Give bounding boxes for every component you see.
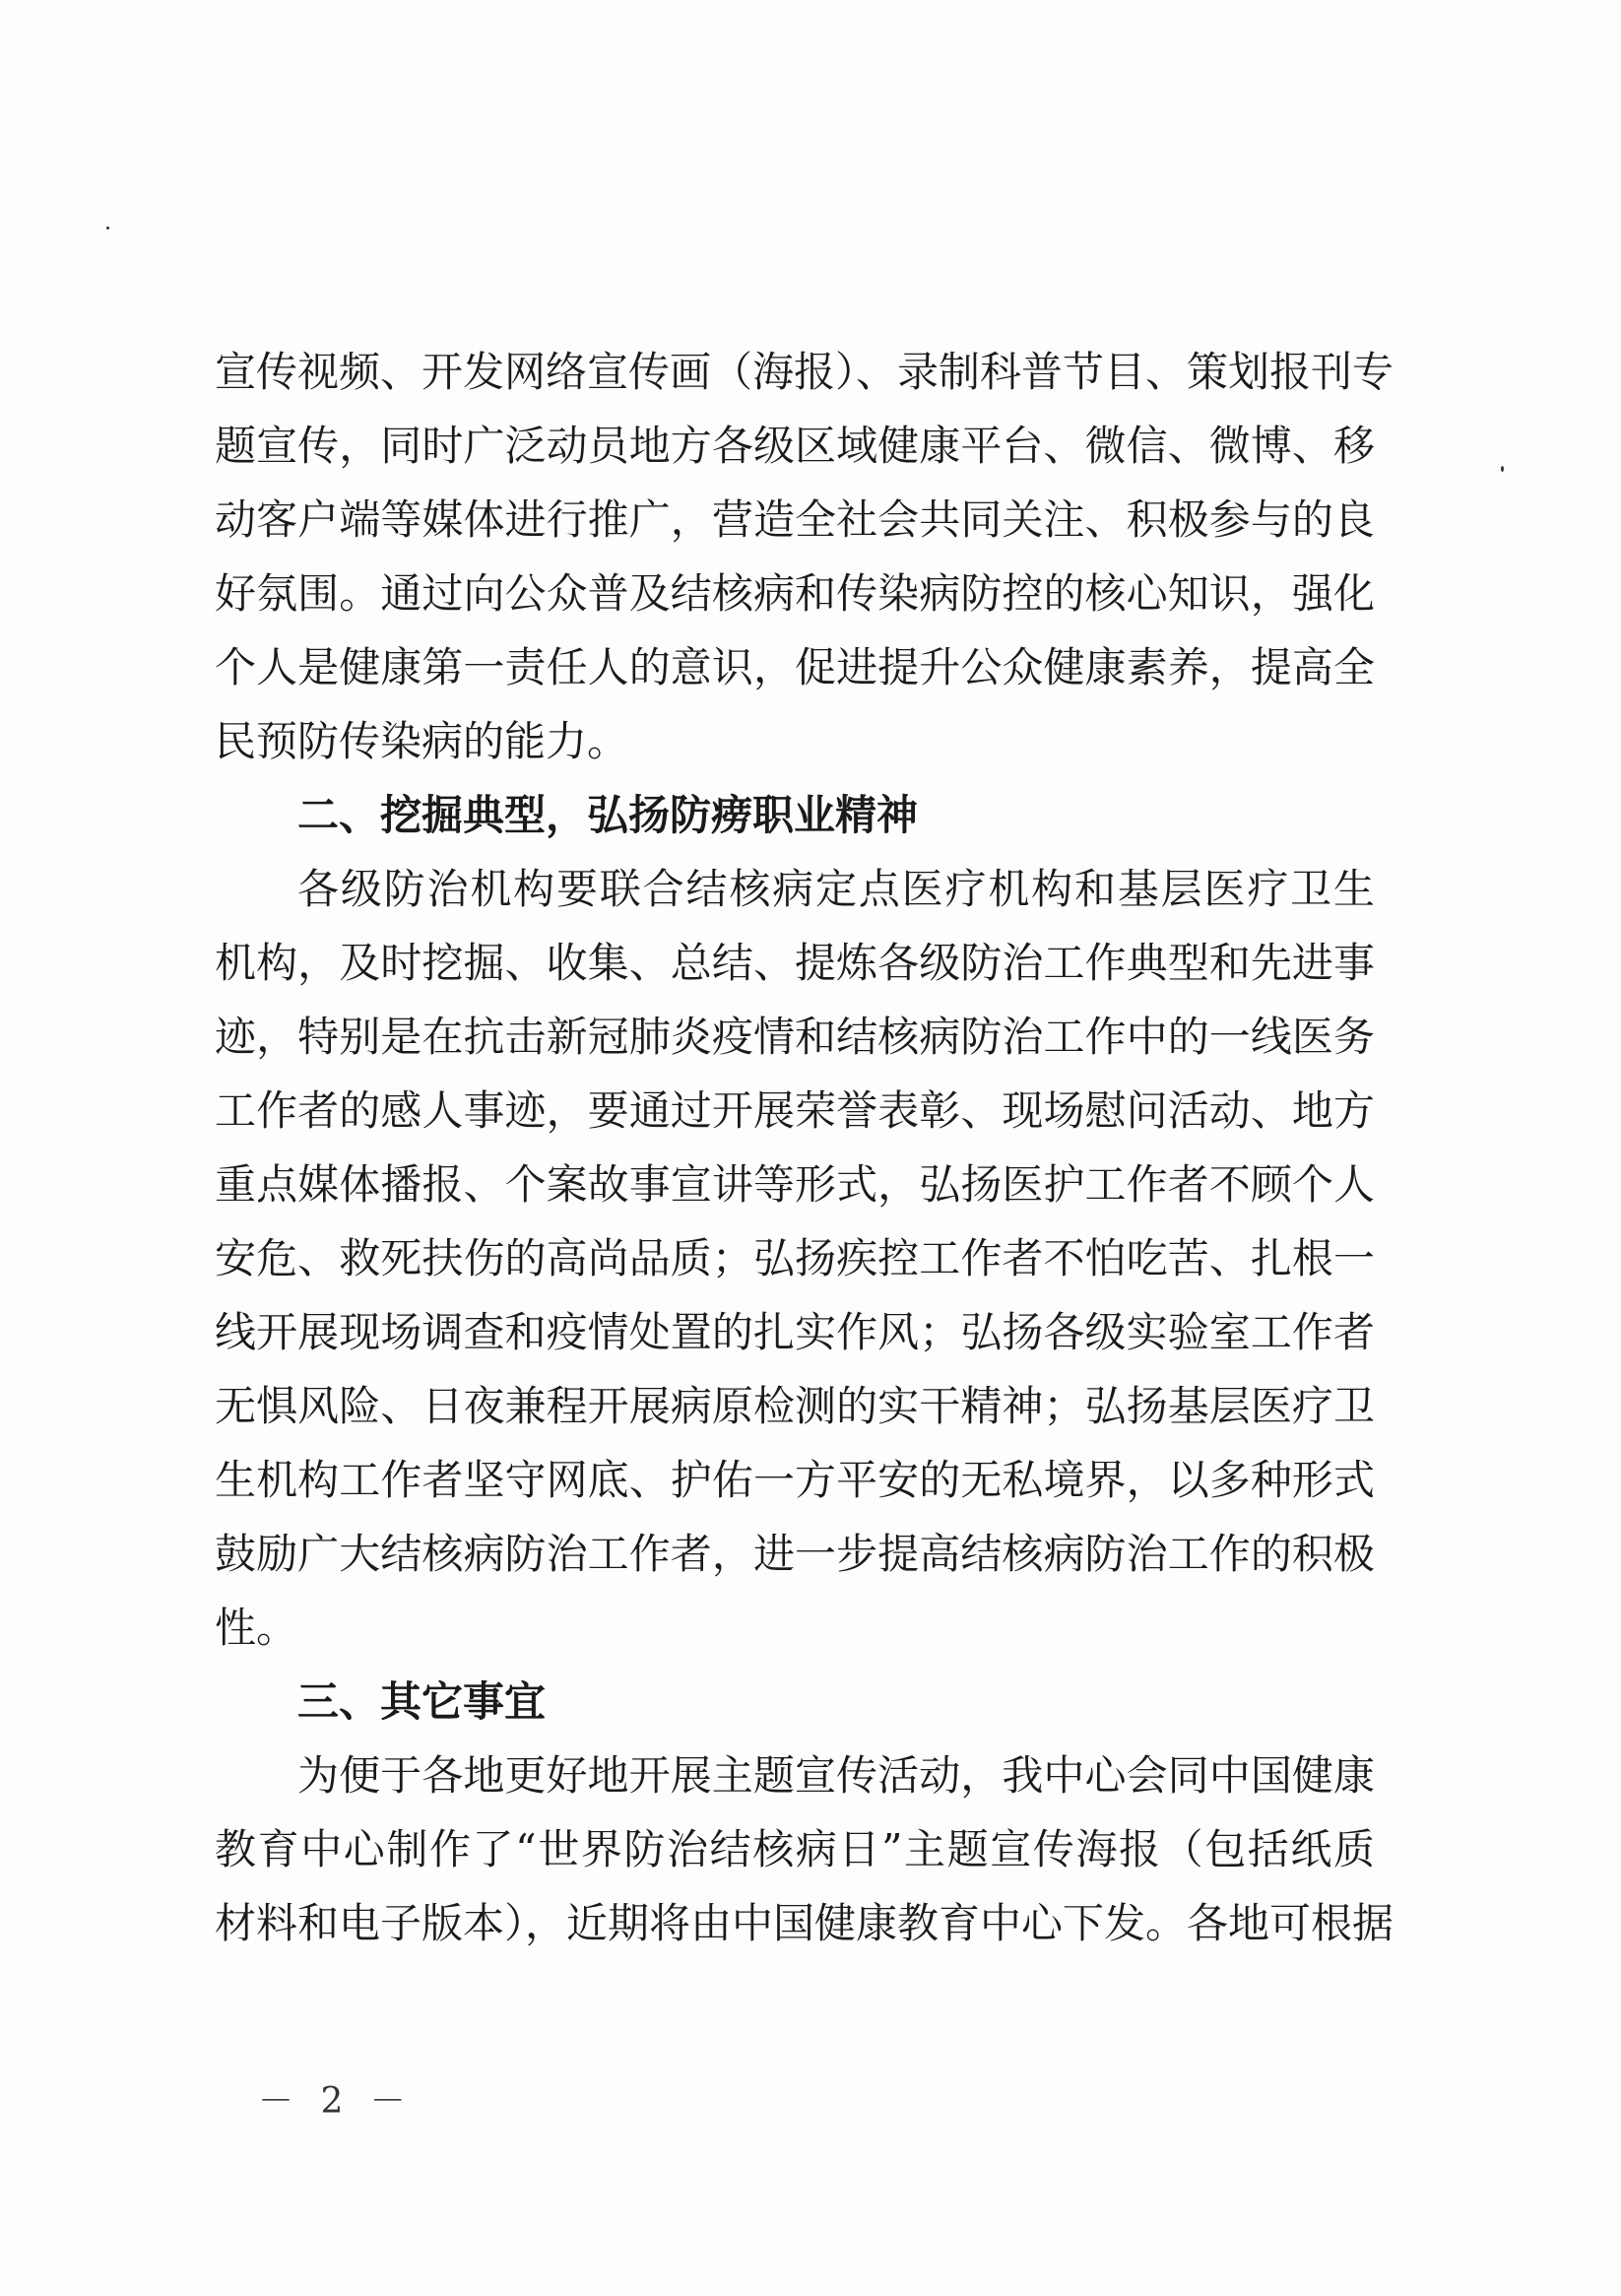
text-line: 为便于各地更好地开展主题宣传活动，我中心会同中国健康	[297, 1751, 1375, 1800]
page-number: － 2 －	[258, 2081, 414, 2122]
text-line: 重点媒体播报、个案故事宣讲等形式，弘扬医护工作者不顾个人	[215, 1160, 1375, 1209]
text-line: 生机构工作者坚守网底、护佑一方平安的无私境界，以多种形式	[215, 1456, 1375, 1504]
text-line: 题宣传，同时广泛动员地方各级区域健康平台、微信、微博、移	[215, 422, 1375, 470]
text-line: 材料和电子版本），近期将由中国健康教育中心下发。各地可根据	[215, 1899, 1394, 1947]
text-line: 个人是健康第一责任人的意识，促进提升公众健康素养，提高全	[215, 643, 1375, 691]
section-2-paragraph	[215, 852, 1375, 1665]
text-line: 好氛围。通过向公众普及结核病和传染病防控的核心知识，强化	[215, 569, 1375, 618]
text-line: 教育中心制作了“世界防治结核病日”主题宣传海报（包括纸质	[215, 1825, 1375, 1873]
text-line: 各级防治机构要联合结核病定点医疗机构和基层医疗卫生	[297, 865, 1375, 913]
text-line: 线开展现场调查和疫情处置的扎实作风；弘扬各级实验室工作者	[215, 1308, 1375, 1356]
text-line: 宣传视频、开发网络宣传画（海报）、录制科普节目、策划报刊专	[215, 348, 1394, 396]
text-line: 迹，特别是在抗击新冠肺炎疫情和结核病防治工作中的一线医务	[215, 1013, 1375, 1061]
section-heading-2: 二、挖掘典型，弘扬防痨职业精神	[297, 791, 919, 839]
text-line: 工作者的感人事迹，要通过开展荣誉表彰、现场慰问活动、地方	[215, 1086, 1375, 1135]
text-line: 机构，及时挖掘、收集、总结、提炼各级防治工作典型和先进事	[215, 939, 1375, 987]
paragraph-continued	[215, 335, 1394, 778]
text-line: 无惧风险、日夜兼程开展病原检测的实干精神；弘扬基层医疗卫	[215, 1382, 1375, 1430]
scan-speck	[1501, 466, 1504, 472]
text-line: 民预防传染病的能力。	[215, 717, 629, 765]
section-3-paragraph	[215, 1738, 1394, 1960]
document-body	[215, 335, 1394, 1960]
text-line: 动客户端等媒体进行推广，营造全社会共同关注、积极参与的良	[215, 495, 1375, 544]
text-line: 性。	[215, 1604, 298, 1652]
section-heading-3: 三、其它事宜	[297, 1677, 547, 1726]
text-line: 鼓励广大结核病防治工作者，进一步提高结核病防治工作的积极	[215, 1530, 1375, 1578]
text-line: 安危、救死扶伤的高尚品质；弘扬疾控工作者不怕吃苦、扎根一	[215, 1234, 1375, 1282]
scan-speck	[106, 227, 109, 230]
